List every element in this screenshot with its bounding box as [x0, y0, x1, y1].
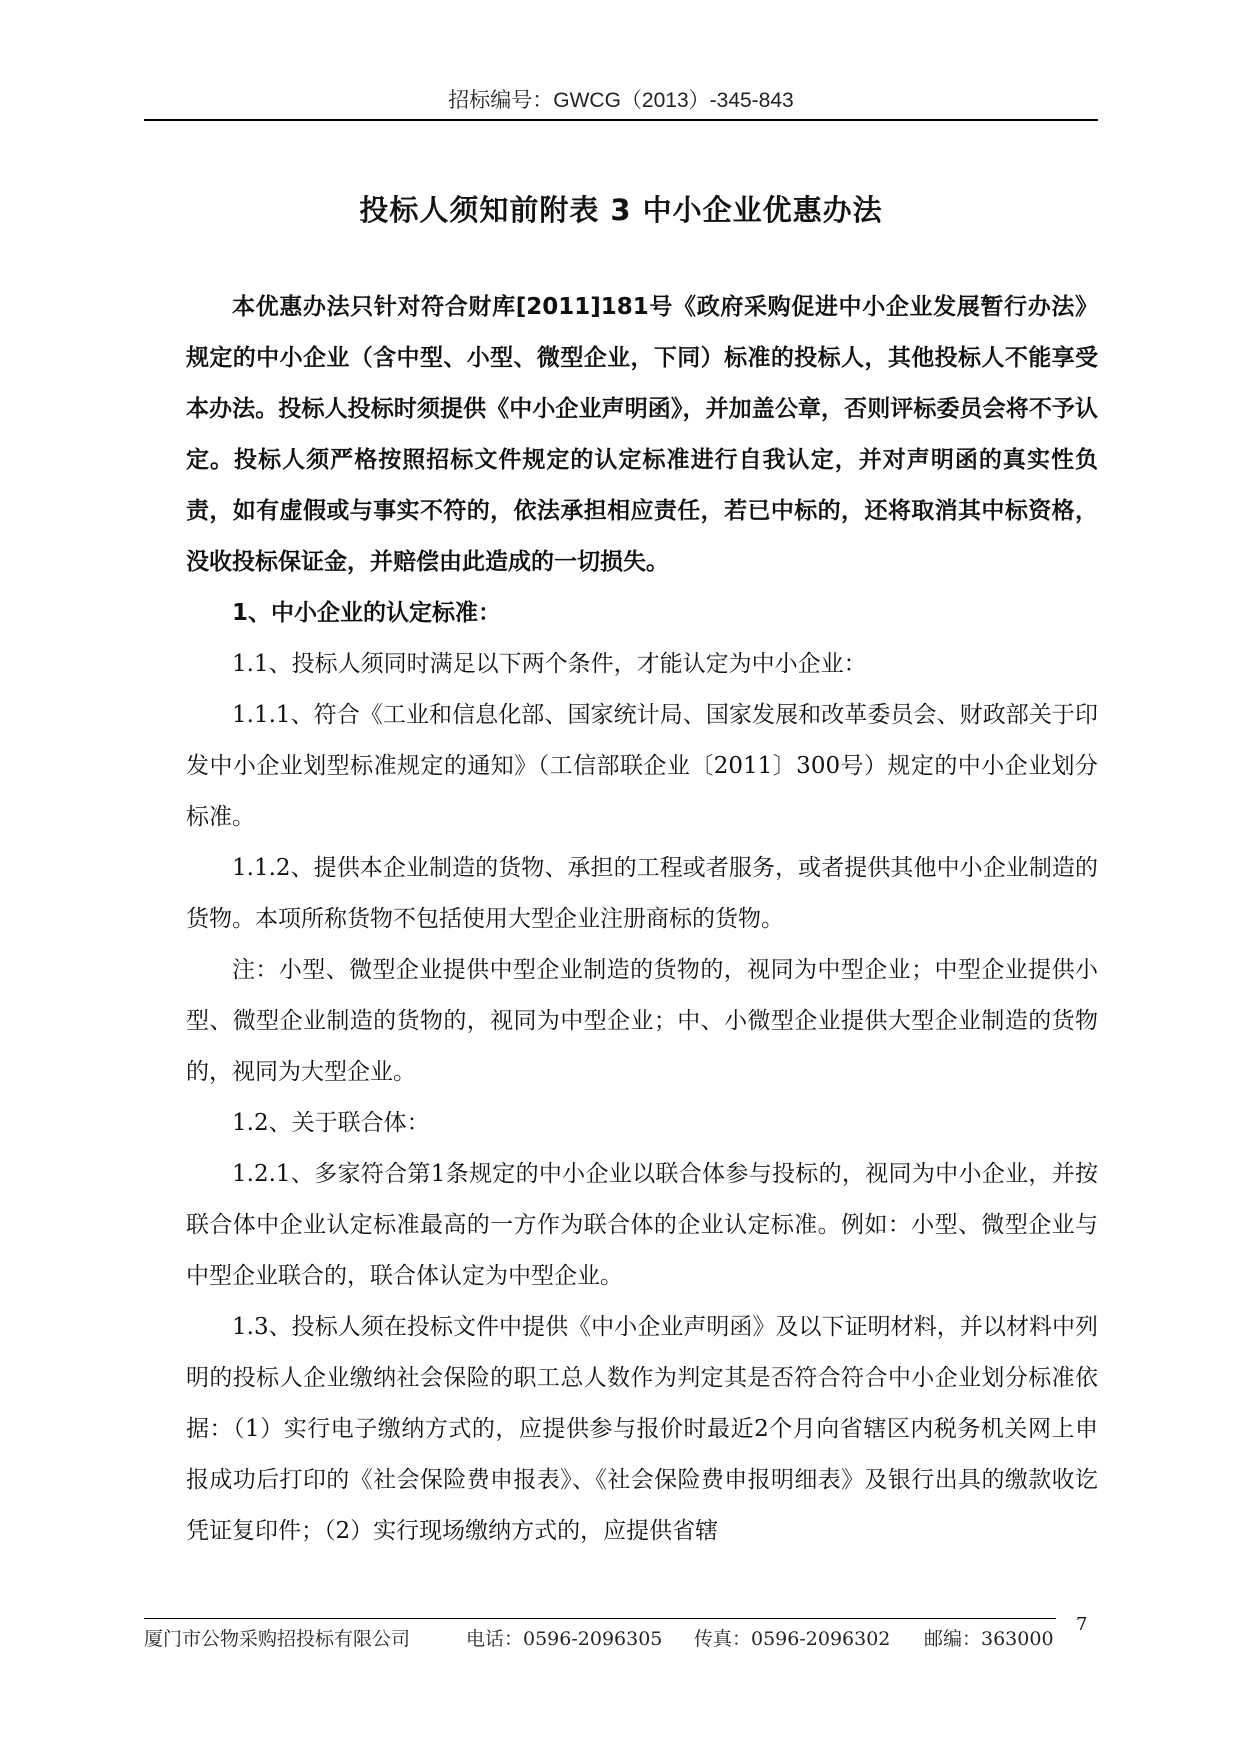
- footer-rule: [144, 1618, 1056, 1619]
- section-heading: 1、中小企业的认定标准：: [232, 600, 502, 626]
- document-footer: [144, 1624, 1056, 1654]
- page-number: 7: [1076, 1614, 1088, 1635]
- clause-1-3: 1.3、投标人须在投标文件中提供《中小企业声明函》及以下证明材料，并以材料中列明的投标人企业缴纳社会保险的职工总人数作为判定其是否符合符合中小企业划分标准依据：（1）实行电子缴纳方式的，应提供参与报价时最近2个月向省辖区内税务机关网上申报成功后打印的《社会保险费申报表》、《社会保险费申报明细表》及银行出具的缴款收讫凭证复印件；（2）实行现场缴纳方式的，应提供省辖: [186, 1314, 1098, 1544]
- footer-phone: 电话：0596-2096305: [466, 1628, 663, 1650]
- note-paragraph: 注：小型、微型企业提供中型企业制造的货物的，视同为中型企业；中型企业提供小型、微型企业制造的货物的，视同为中型企业；中、小微型企业提供大型企业制造的货物的，视同为大型企业。: [186, 957, 1098, 1085]
- intro-paragraph: 本优惠办法只针对符合财库[2011]181号《政府采购促进中小企业发展暂行办法》规定的中小企业（含中型、小型、微型企业，下同）标准的投标人，其他投标人不能享受本办法。投标人投标时须提供《中小企业声明函》，并加盖公章，否则评标委员会将不予认定。投标人须严格按照招标文件规定的认定标准进行自我认定，并对声明函的真实性负责，如有虚假或与事实不符的，依法承担相应责任，若已中标的，还将取消其中标资格，没收投标保证金，并赔偿由此造成的一切损失。: [186, 294, 1098, 575]
- clause-1-1: 1.1、投标人须同时满足以下两个条件，才能认定为中小企业：: [232, 651, 867, 677]
- document-body: [186, 282, 1098, 1557]
- clause-1-2: 1.2、关于联合体：: [232, 1110, 430, 1136]
- document-header: 招标编号：GWCG（2013）-345-843: [448, 89, 794, 112]
- footer-company: 厦门市公物采购招投标有限公司: [144, 1628, 411, 1650]
- clause-1-1-1: 1.1.1、符合《工业和信息化部、国家统计局、国家发展和改革委员会、财政部关于印发中小企业划型标准规定的通知》（工信部联企业〔2011〕300号）规定的中小企业划分标准。: [186, 702, 1098, 830]
- page-title: 投标人须知前附表 3 中小企业优惠办法: [359, 193, 883, 227]
- header-rule: [144, 119, 1098, 121]
- clause-1-1-2: 1.1.2、提供本企业制造的货物、承担的工程或者服务，或者提供其他中小企业制造的货物。本项所称货物不包括使用大型企业注册商标的货物。: [186, 855, 1098, 932]
- footer-postcode: 邮编：363000: [924, 1628, 1054, 1650]
- footer-fax: 传真：0596-2096302: [694, 1628, 891, 1650]
- clause-1-2-1: 1.2.1、多家符合第1条规定的中小企业以联合体参与投标的，视同为中小企业，并按联合体中企业认定标准最高的一方作为联合体的企业认定标准。例如：小型、微型企业与中型企业联合的，联合体认定为中型企业。: [186, 1161, 1098, 1289]
